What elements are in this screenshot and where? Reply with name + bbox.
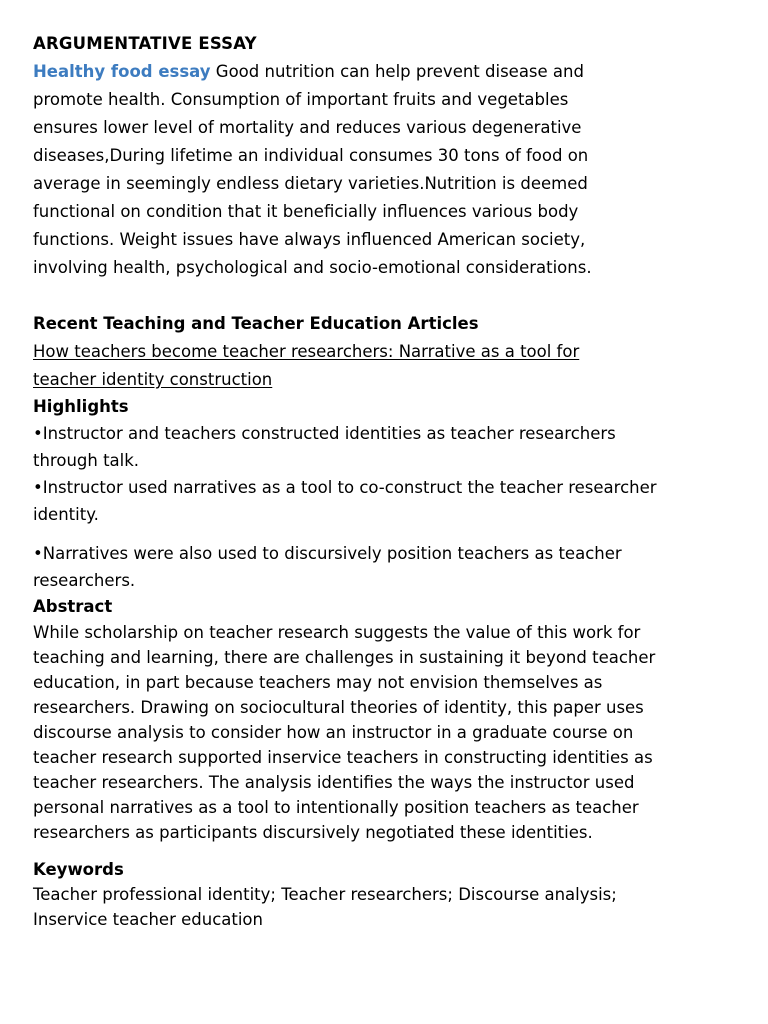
bullet-icon: • (33, 544, 43, 563)
keywords-text: Teacher professional identity; Teacher researchers; Discourse analysis; Inservice teacher education (33, 885, 617, 929)
intro-paragraph (33, 58, 633, 282)
bullet-icon: • (33, 424, 43, 443)
list-item (33, 420, 673, 474)
list-item-text: Instructor and teachers constructed identities as teacher researchers through talk. (33, 424, 616, 470)
page-title: ARGUMENTATIVE ESSAY (33, 34, 257, 53)
abstract-keywords-spacer (33, 845, 728, 857)
list-item-text: Instructor used narratives as a tool to co-construct the teacher researcher identity. (33, 478, 657, 524)
section-heading-recent-articles: Recent Teaching and Teacher Education Articles (33, 314, 479, 333)
list-item (33, 474, 673, 528)
bullet-icon: • (33, 478, 43, 497)
subheading-highlights: Highlights (33, 397, 129, 416)
list-item-text: Narratives were also used to discursively position teachers as teacher researchers. (33, 544, 622, 590)
paragraph-spacer (33, 282, 728, 310)
article-title-link[interactable]: How teachers become teacher researchers: Narrative as a tool for teacher identity construction (33, 342, 580, 389)
intro-lead-in: Healthy food essay (33, 62, 211, 81)
subheading-abstract: Abstract (33, 597, 113, 616)
subheading-keywords: Keywords (33, 860, 124, 879)
highlights-list (33, 420, 673, 594)
list-item (33, 540, 673, 594)
abstract-text: While scholarship on teacher research suggests the value of this work for teaching and learning, there are challenges in sustaining it beyond teacher education, in part because teachers may not envision themselves as researchers. Drawing on sociocultural theories of identity, this paper uses discourse analysis to consider how an instructor in a graduate course on teacher research supported inservice teachers in constructing identities as teacher researchers. The analysis identifies the ways the instructor used personal narratives as a tool to intentionally position teachers as teacher researchers as participants discursively negotiated these identities. (33, 623, 656, 842)
intro-body-text: Good nutrition can help prevent disease and promote health. Consumption of important fruits and vegetables ensures lower level of mortality and reduces various degenerative diseases,During lifetime an individual consumes 30 tons of food on average in seemingly endless dietary varieties.Nutrition is deemed functional on condition that it beneficially influences various body functions. Weight issues have always influenced American society, involving health, psychological and socio-emotional considerations. (33, 62, 592, 277)
